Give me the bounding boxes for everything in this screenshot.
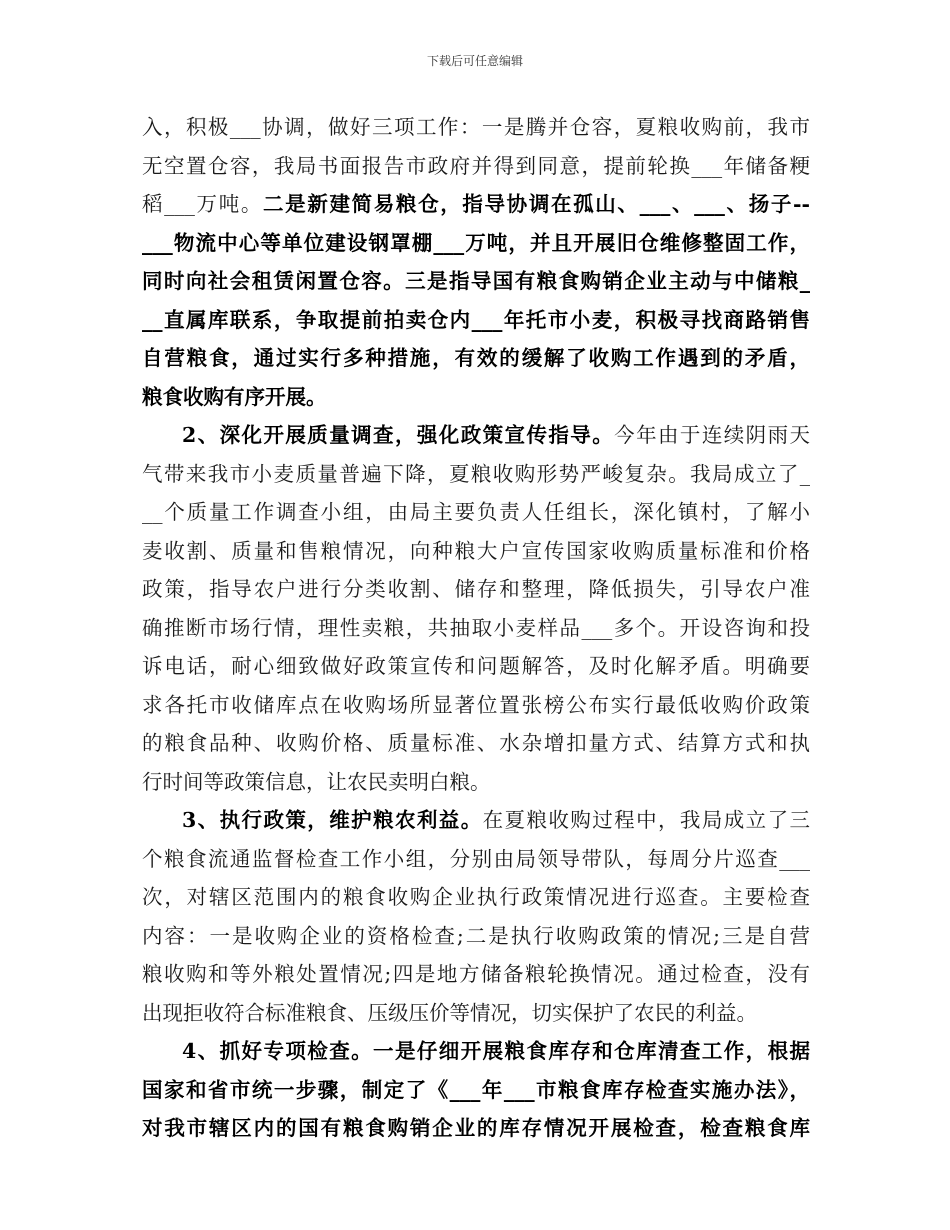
text-line xyxy=(142,724,810,763)
body-text: 的粮食品种、收购价格、质量标准、水杂增扣量方式、结算方式和执 xyxy=(142,731,810,755)
body-text: 诉电话，耐心细致做好政策宣传和问题解答，及时化解矛盾。明确要 xyxy=(142,654,810,678)
text-line xyxy=(142,455,810,494)
text-line xyxy=(142,493,810,532)
text-line xyxy=(142,108,810,147)
text-line xyxy=(142,1109,810,1148)
document-body xyxy=(142,108,810,1148)
body-text: 在夏粮收购过程中，我局成立了三 xyxy=(482,808,810,832)
bold-text: ___物流中心等单位建设钢罩棚___万吨，并且开展旧仓维修整固工作， xyxy=(142,230,810,255)
page-header: 下载后可任意编辑 xyxy=(426,54,523,68)
text-line xyxy=(142,1071,810,1110)
body-text: 麦收割、质量和售粮情况，向种粮大户宣传国家收购质量标准和价格 xyxy=(142,538,810,563)
text-line xyxy=(142,147,810,186)
body-text: 次，对辖区范围内的粮食收购企业执行政策情况进行巡查。主要检查 xyxy=(142,885,810,909)
bold-text: 3、执行政策，维护粮农利益。 xyxy=(182,808,483,832)
bold-text: 对我市辖区内的国有粮食购销企业的库存情况开展检查，检查粮食库 xyxy=(142,1116,810,1140)
text-line xyxy=(142,763,810,802)
text-line xyxy=(142,185,810,224)
text-line xyxy=(142,532,810,571)
bold-text: 粮食收购有序开展。 xyxy=(142,384,327,409)
body-text: 内容：一是收购企业的资格检查;二是执行收购政策的情况;三是自营 xyxy=(142,923,810,948)
text-line xyxy=(142,994,810,1033)
body-text: 求各托市收储库点在收购场所显著位置张榜公布实行最低收购价政策 xyxy=(142,692,810,717)
text-line xyxy=(142,1032,810,1071)
text-line xyxy=(142,262,810,301)
body-text: 个粮食流通监督检查工作小组，分别由局领导带队，每周分片巡查___ xyxy=(142,846,810,871)
text-line xyxy=(142,378,810,417)
body-text: 今年由于连续阴雨天 xyxy=(614,423,810,447)
text-line xyxy=(142,416,810,455)
body-text: 确推断市场行情，理性卖粮，共抽取小麦样品___多个。开设咨询和投 xyxy=(142,615,810,640)
body-text: 出现拒收符合标准粮食、压级压价等情况，切实保护了农民的利益。 xyxy=(142,1000,757,1025)
text-line xyxy=(142,878,810,917)
body-text: 无空置仓容，我局书面报告市政府并得到同意，提前轮换___年储备粳 xyxy=(142,153,810,178)
body-text: 入，积极___协调，做好三项工作：一是腾并仓容，夏粮收购前，我市 xyxy=(142,115,810,139)
bold-text: 国家和省市统一步骤，制定了《___年___市粮食库存检查实施办法》， xyxy=(142,1077,810,1102)
body-text: 粮收购和等外粮处置情况;四是地方储备粮轮换情况。通过检查，没有 xyxy=(142,962,810,986)
text-line xyxy=(142,840,810,879)
body-text: 政策，指导农户进行分类收割、储存和整理，降低损失，引导农户准 xyxy=(142,577,810,601)
text-line xyxy=(142,570,810,609)
body-text: 行时间等政策信息，让农民卖明白粮。 xyxy=(142,769,491,794)
text-line xyxy=(142,224,810,263)
text-line xyxy=(142,917,810,956)
text-line xyxy=(142,686,810,725)
text-line xyxy=(142,339,810,378)
bold-text: __直属库联系，争取提前拍卖仓内___年托市小麦，积极寻找商路销售 xyxy=(142,307,810,332)
body-text: 稻___万吨。 xyxy=(142,192,264,216)
bold-text: 2、深化开展质量调查，强化政策宣传指导。 xyxy=(182,423,615,447)
text-line xyxy=(142,801,810,840)
text-line xyxy=(142,609,810,648)
bold-text: 同时向社会租赁闲置仓容。三是指导国有粮食购销企业主动与中储粮_ xyxy=(142,269,810,293)
bold-text: 二是新建简易粮仓，指导协调在孤山、___、___、扬子-- xyxy=(263,192,810,216)
body-text: 气带来我市小麦质量普遍下降，夏粮收购形势严峻复杂。我局成立了_ xyxy=(142,461,810,486)
bold-text: 4、抓好专项检查。一是仔细开展粮食库存和仓库清查工作，根据 xyxy=(182,1039,810,1063)
body-text: __个质量工作调查小组，由局主要负责人任组长，深化镇村，了解小 xyxy=(142,500,810,524)
bold-text: 自营粮食，通过实行多种措施，有效的缓解了收购工作遇到的矛盾， xyxy=(142,346,810,370)
text-line xyxy=(142,647,810,686)
text-line xyxy=(142,955,810,994)
text-line xyxy=(142,301,810,340)
